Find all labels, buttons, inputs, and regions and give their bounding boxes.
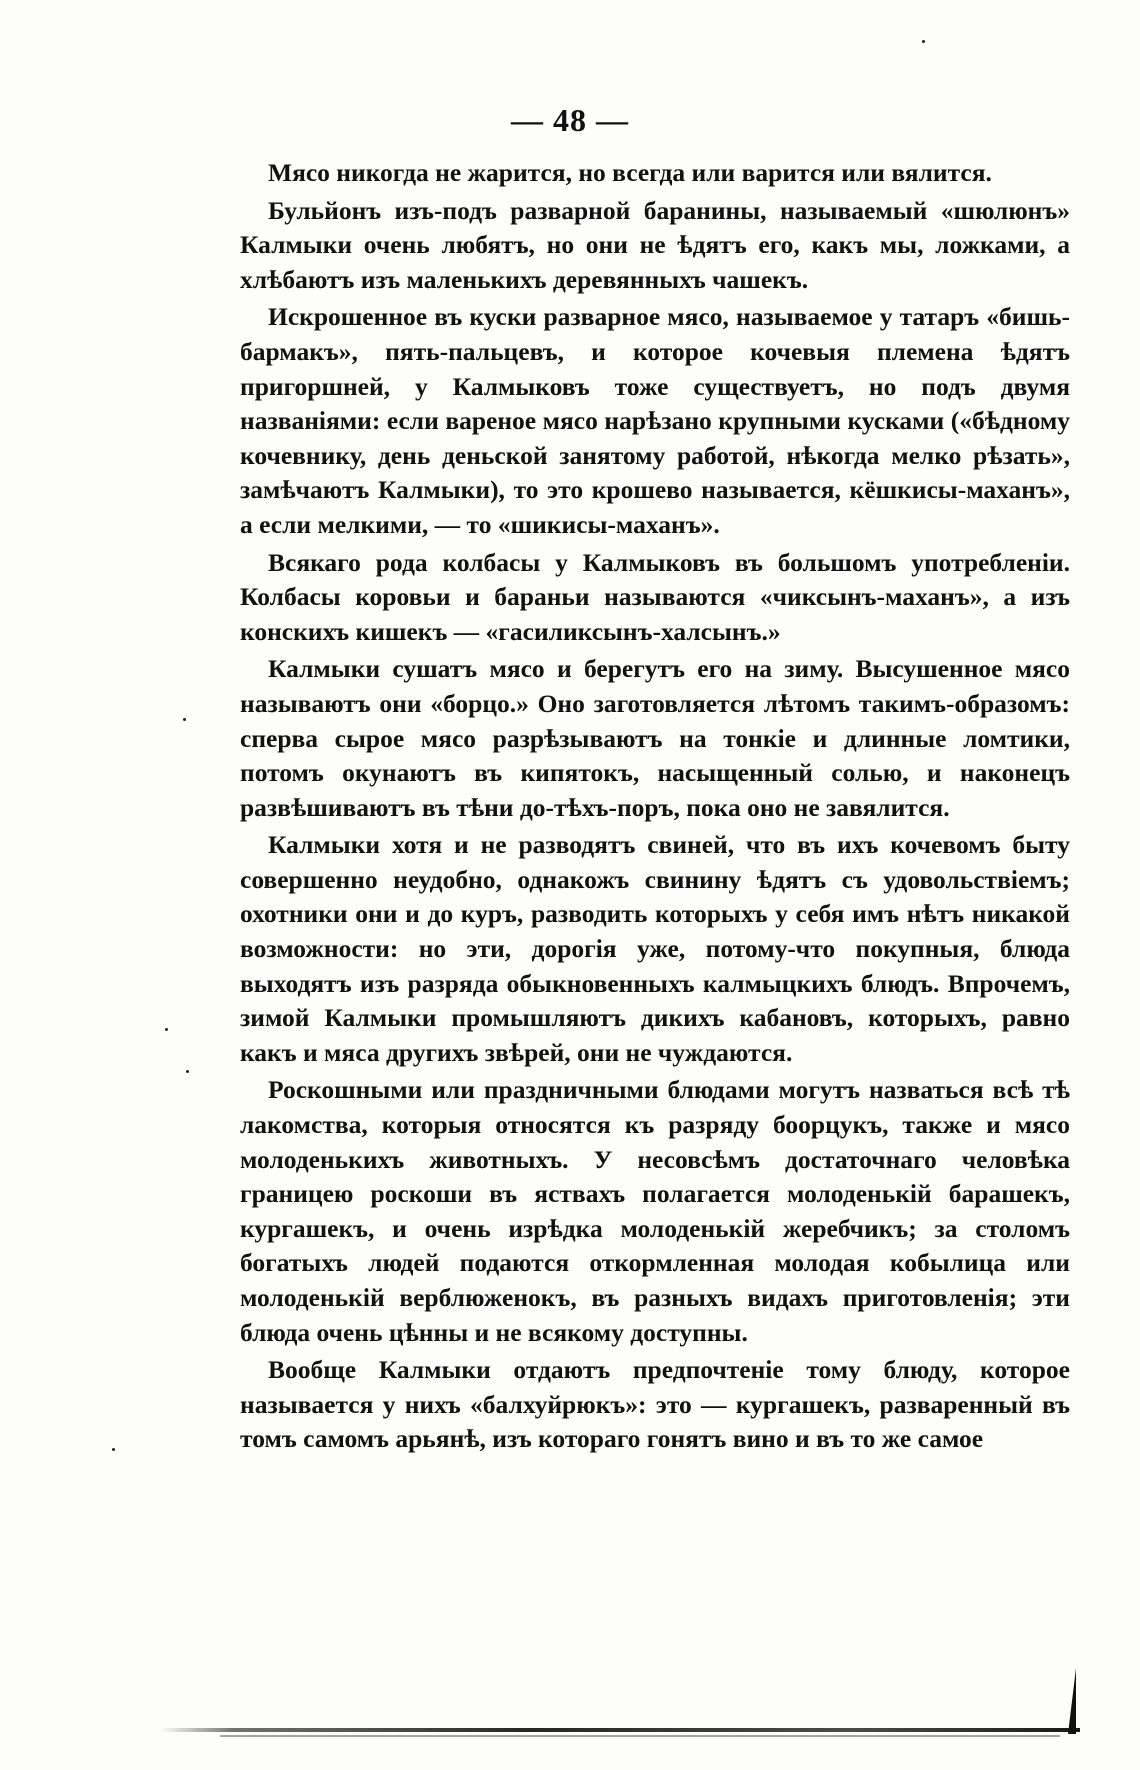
paragraph-5: Калмыки сушатъ мясо и берегутъ его на зиму. Высушенное мясо называютъ они «борцо.» Оно заготовляется лѣтомъ такимъ-образомъ: сперва сырое мясо разрѣзываютъ на тонкіе и длинные ломтики, потомъ окунаютъ въ кипятокъ, насыщенный солью, и наконецъ развѣшиваютъ въ тѣни до-тѣхъ-поръ, пока оно не завялится.: [240, 654, 1070, 822]
paragraph-3: Искрошенное въ куски разварное мясо, называемое у татаръ «бишь-бармакъ», пять-пальцевъ, и которое кочевыя племена ѣдятъ пригоршней, у Калмыковъ тоже существуетъ, но подъ двумя названіями: если вареное мясо нарѣзано крупными кусками («бѣдному кочевнику, день деньской занятому работой, нѣкогда мелко рѣзать», замѣчаютъ Калмыки), то это крошево называется, кёшкисы-маханъ», а если мелкими, — то «шикисы-маханъ».: [240, 302, 1070, 539]
scan-speck: [165, 1028, 168, 1031]
page-edge-shadow: [220, 1735, 1060, 1737]
paragraph-8: Вообще Калмыки отдаютъ предпочтеніе тому блюду, которое называется у нихъ «балхуйрюкъ»: это — кургашекъ, разваренный въ томъ самомъ арьянѣ, изъ котораго гонятъ вино и въ то же самое: [240, 1355, 1070, 1454]
scan-speck: [183, 718, 186, 721]
page-number: — 48 —: [511, 102, 629, 138]
paragraph-6: Калмыки хотя и не разводятъ свиней, что въ ихъ кочевомъ быту совершенно неудобно, однакожъ свинину ѣдятъ съ удовольствіемъ; охотники они и до куръ, разводить которыхъ у себя имъ нѣтъ никакой возможности: но эти, дорогія уже, потому-что покупныя, блюда выходятъ изъ разряда обыкновенныхъ калмыцкихъ блюдъ. Впрочемъ, зимой Калмыки промышляютъ дикихъ кабановъ, которыхъ, равно какъ и мяса другихъ звѣрей, они не чуждаются.: [240, 830, 1070, 1067]
paragraph-4: Всякаго рода колбасы у Калмыковъ въ большомъ употребленіи. Колбасы коровьи и бараньи называются «чиксынъ-маханъ», а изъ конскихъ кишекъ — «гасиликсынъ-халсынъ.»: [240, 547, 1070, 646]
scan-speck: [186, 1070, 189, 1073]
page-corner-mark: [1068, 1668, 1076, 1734]
scan-speck: [112, 1448, 115, 1451]
paragraph-7: Роскошными или праздничными блюдами могутъ назваться всѣ тѣ лакомства, которыя относятся къ разряду боорцукъ, также и мясо молоденькихъ животныхъ. У несовсѣмъ достаточнаго человѣка границею роскоши въ яствахъ полагается молоденькій барашекъ, кургашекъ, и очень изрѣдка молоденькій жеребчикъ; за столомъ богатыхъ людей подаются откормленная молодая кобылица или молоденькій верблюженокъ, въ разныхъ видахъ приготовленія; эти блюда очень цѣнны и не всякому доступны.: [240, 1075, 1070, 1347]
paragraph-1: Мясо никогда не жарится, но всегда или варится или вялится.: [268, 158, 992, 187]
page-edge-shadow: [160, 1728, 1080, 1732]
scan-speck: [922, 40, 925, 43]
paragraph-2: Бульйонъ изъ-подъ разварной баранины, называемый «шюлюнъ» Калмыки очень любятъ, но они не ѣдятъ его, какъ мы, ложками, а хлѣбаютъ изъ маленькихъ деревянныхъ чашекъ.: [240, 195, 1070, 294]
body-text: [240, 156, 1070, 1460]
